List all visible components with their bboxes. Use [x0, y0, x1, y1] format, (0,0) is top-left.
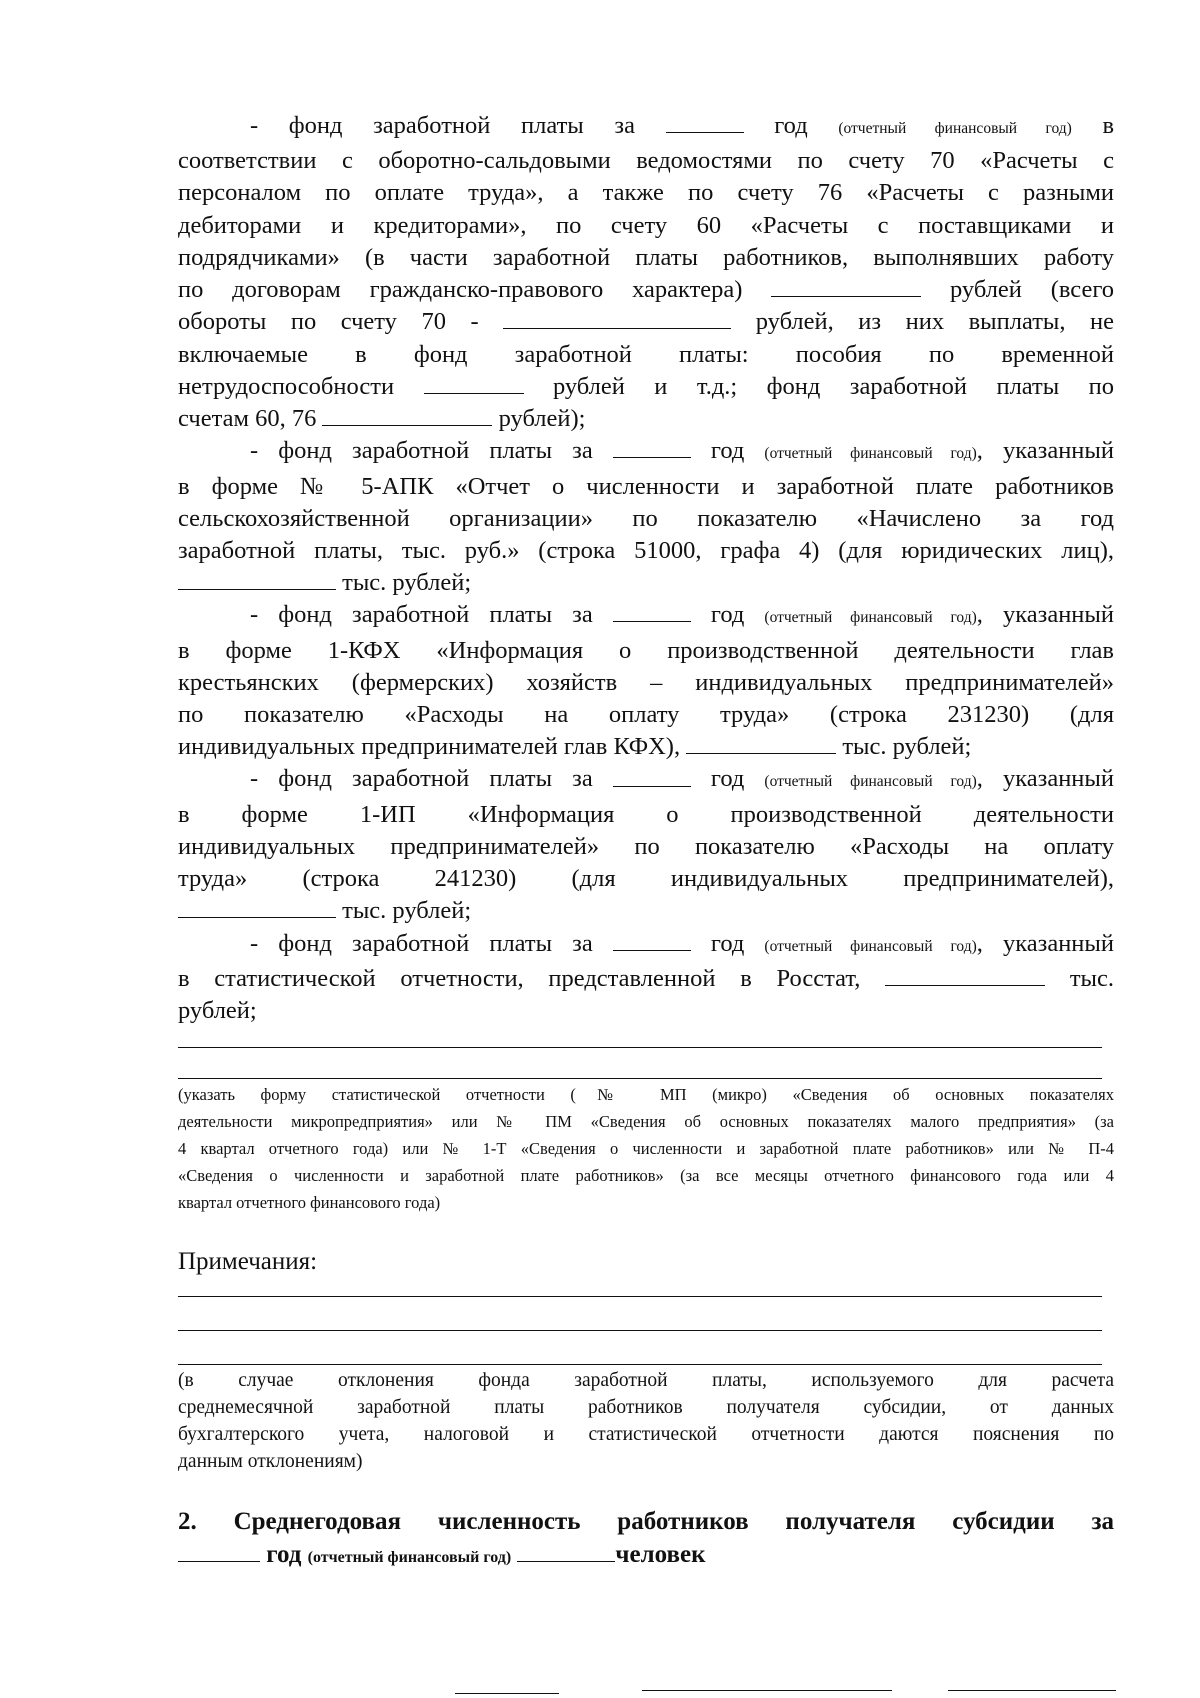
hint-text: (отчетный финансовый год) [764, 937, 977, 955]
blank-year-field[interactable] [178, 1539, 260, 1563]
text-line: рублей; [178, 997, 257, 1025]
text: тыс. рублей; [842, 733, 972, 761]
paragraph-wage-fund-accounting [178, 110, 1114, 435]
text-line: соответствии с оборотно-сальдовыми ведомостями по счету 70 «Расчеты с [178, 147, 1114, 175]
text: , указанный [976, 437, 1114, 465]
text-line [178, 435, 1114, 470]
text-line: заработной платы, тыс. руб.» (строка 51000, графа 4) (для юридических лиц), [178, 536, 1114, 564]
text: год [710, 929, 745, 957]
text: - фонд заработной платы за [250, 112, 635, 140]
text: тыс. [1069, 964, 1115, 992]
hint-text: (отчетный финансовый год) [764, 773, 977, 791]
text: год [710, 437, 745, 465]
text: рублей); [498, 405, 586, 433]
text: индивидуальных предпринимателей глав КФХ), [178, 733, 681, 761]
text: обороты по счету 70 - [178, 308, 479, 336]
section-heading: 2. Среднегодовая численность работников получателя субсидии за [178, 1508, 1114, 1536]
text: , указанный [976, 601, 1114, 629]
text-line: персоналом по оплате труда», а также по счету 76 «Расчеты с разными [178, 179, 1114, 207]
note-deviation [178, 1367, 1114, 1475]
text: - фонд заработной платы за [250, 929, 593, 957]
notes-heading: Примечания: [178, 1248, 318, 1276]
blank-year-field[interactable] [666, 110, 744, 133]
text-line: в форме 1-КФХ «Информация о производственной деятельности глав [178, 636, 1114, 664]
text: год [774, 112, 808, 140]
text-line [178, 110, 1114, 145]
note-line: «Сведения о численности и заработной плате работников» (за все месяцы отчетного финансового года или 4 [178, 1166, 1114, 1186]
text: нетрудоспособности [178, 372, 395, 400]
note-line: среднемесячной заработной платы работников получателя субсидии, от данных [178, 1397, 1114, 1419]
text: - фонд заработной платы за [250, 437, 593, 465]
text: год [266, 1541, 302, 1569]
text: год [710, 601, 745, 629]
text-line: в форме № 5-АПК «Отчет о численности и заработной плате работников [178, 472, 1114, 500]
footer-signature-line [455, 1693, 559, 1694]
hint-text: (отчетный финансовый год) [764, 609, 977, 627]
text: , указанный [976, 929, 1114, 957]
text-line [178, 306, 1114, 338]
text-line: по показателю «Расходы на оплату труда» (строка 231230) (для [178, 701, 1114, 729]
footer-signature-line [948, 1690, 1116, 1691]
blank-headcount-field[interactable] [517, 1539, 615, 1563]
text: - фонд заработной платы за [250, 601, 593, 629]
blank-year-field[interactable] [613, 599, 691, 622]
text: , указанный [976, 765, 1114, 793]
text-line: труда» (строка 241230) (для индивидуальных предпринимателей), [178, 865, 1114, 893]
note-line: данным отклонениям) [178, 1451, 363, 1473]
text: в статистической отчетности, представленной в Росстат, [178, 964, 861, 992]
text: счетам 60, 76 [178, 405, 317, 433]
text: в [1102, 112, 1115, 140]
blank-year-field[interactable] [613, 928, 691, 951]
text-line [178, 763, 1114, 798]
blank-amount-field[interactable] [686, 731, 836, 754]
blank-amount-field[interactable] [424, 371, 524, 394]
text-line: дебиторами и кредиторами», по счету 60 «Расчеты с поставщиками и [178, 211, 1114, 239]
hint-text: (отчетный финансовый год) [838, 120, 1072, 138]
text-line [178, 928, 1114, 963]
text-line [178, 895, 1114, 927]
section-heading-line [178, 1538, 1114, 1574]
note-statistical-form [178, 1081, 1114, 1216]
paragraph-wage-fund-1kfh [178, 599, 1114, 763]
note-line: деятельности микропредприятия» или № ПМ «Сведения об основных показателях малого предприятия» (за [178, 1112, 1114, 1132]
text-line [178, 731, 1114, 763]
paragraph-wage-fund-5apk [178, 435, 1114, 599]
text-line: в форме 1-ИП «Информация о производственной деятельности [178, 800, 1114, 828]
note-line: (в случае отклонения фонда заработной платы, используемого для расчета [178, 1370, 1114, 1392]
text: рублей (всего [950, 276, 1115, 304]
text: год [710, 765, 745, 793]
text-line [178, 403, 1114, 435]
text-line [178, 274, 1114, 306]
document-body [178, 110, 1114, 1574]
section-2-average-headcount [178, 1505, 1114, 1574]
text-line [178, 567, 1114, 599]
blank-year-field[interactable] [613, 435, 691, 458]
blank-amount-field[interactable] [322, 403, 492, 426]
note-line: бухгалтерского учета, налоговой и статистической отчетности даются пояснения по [178, 1424, 1114, 1446]
text-line [178, 599, 1114, 634]
text: по договорам гражданско-правового характера) [178, 276, 743, 304]
text: рублей и т.д.; фонд заработной платы по [552, 372, 1115, 400]
text: рублей, из них выплаты, не [755, 308, 1115, 336]
text-line: включаемые в фонд заработной платы: пособия по временной [178, 340, 1114, 368]
text-line: сельскохозяйственной организации» по показателю «Начислено за год [178, 504, 1114, 532]
text: человек [615, 1541, 706, 1569]
paragraph-wage-fund-1ip [178, 763, 1114, 927]
blank-amount-field[interactable] [885, 963, 1045, 986]
blank-amount-field[interactable] [503, 306, 731, 329]
text: тыс. рублей; [342, 897, 472, 925]
note-line: квартал отчетного финансового года) [178, 1193, 441, 1213]
note-line: (указать форму статистической отчетности (№ МП (микро) «Сведения об основных показателях [178, 1085, 1114, 1105]
text-line: подрядчиками» (в части заработной платы работников, выполнявших работу [178, 243, 1114, 271]
paragraph-wage-fund-rosstat [178, 928, 1114, 1028]
text: - фонд заработной платы за [250, 765, 593, 793]
text-line [178, 963, 1114, 995]
hint-text: (отчетный финансовый год) [307, 1549, 512, 1567]
blank-year-field[interactable] [613, 763, 691, 786]
blank-amount-field[interactable] [771, 274, 921, 297]
note-line: 4 квартал отчетного года) или № 1-Т «Сведения о численности и заработной плате работников» или № П-4 [178, 1139, 1114, 1159]
text-line: индивидуальных предпринимателей» по показателю «Расходы на оплату [178, 832, 1114, 860]
text-line: крестьянских (фермерских) хозяйств – индивидуальных предпринимателей» [178, 668, 1114, 696]
text-line [178, 371, 1114, 403]
footer-signature-line [642, 1690, 892, 1691]
blank-amount-field[interactable] [178, 895, 336, 918]
text: тыс. рублей; [342, 569, 472, 597]
hint-text: (отчетный финансовый год) [764, 445, 977, 463]
blank-amount-field[interactable] [178, 567, 336, 590]
